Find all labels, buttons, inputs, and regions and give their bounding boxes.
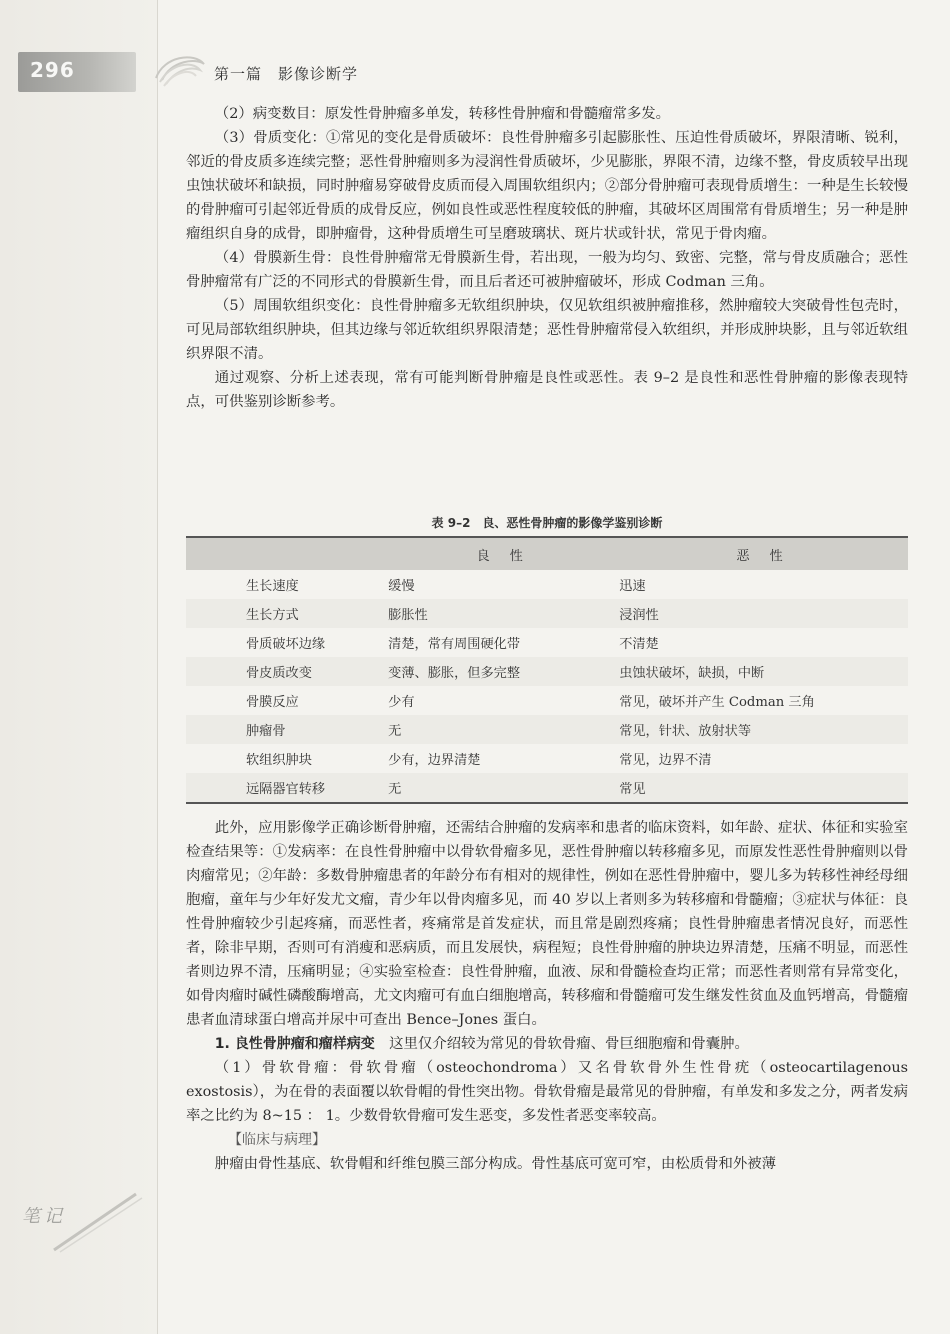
paragraph-soft-tissue: （5）周围软组织变化：良性骨肿瘤多无软组织肿块，仅见软组织被肿瘤推移，然肿瘤较大突破骨性包壳时，可见局部软组织肿块，但其边缘与邻近软组织界限清楚；恶性骨肿瘤常侵入软组织，并形成肿块影，且与邻近软组织界限不清。	[186, 298, 908, 362]
paragraph-osteochondroma: （1）骨软骨瘤：骨软骨瘤（osteochondroma）又名骨软骨外生性骨疣（osteocartilagenous exostosis），为在骨的表面覆以软骨帽的骨性突出物。骨软骨瘤是最常见的骨肿瘤，有单发和多发之分，两者发病率之比约为 8~15 ： 1。少数骨软骨瘤可发生恶变，多发性者恶变率较高。	[186, 1060, 908, 1124]
table-title: 表 9–2 良、恶性骨肿瘤的影像学鉴别诊断	[431, 516, 663, 530]
table-cell: 远隔器官转移	[186, 773, 388, 803]
left-margin	[0, 0, 158, 1334]
table-row	[186, 570, 908, 599]
swirl-logo-icon	[150, 48, 210, 92]
running-head	[214, 63, 358, 84]
table-cell: 缓慢	[388, 579, 415, 594]
paragraph-intro-table: 通过观察、分析上述表现，常有可能判断骨肿瘤是良性或恶性。表 9–2 是良性和恶性骨肿瘤的影像表现特点，可供鉴别诊断参考。	[186, 370, 908, 410]
table-cell: 迅速	[619, 579, 646, 594]
chapter-title: 影像诊断学	[278, 65, 359, 83]
table-cell: 变薄、膨胀，但多完整	[388, 657, 619, 686]
diagnosis-table	[186, 536, 908, 804]
table-row	[186, 773, 908, 803]
table-header-malignant: 恶 性	[619, 537, 908, 570]
margin-divider	[157, 0, 158, 1334]
table-cell: 无	[388, 773, 619, 803]
paragraph-tumor-structure: 肿瘤由骨性基底、软骨帽和纤维包膜三部分构成。骨性基底可宽可窄，由松质骨和外被薄	[214, 1156, 777, 1172]
table-cell: 生长方式	[186, 599, 388, 628]
pen-icon	[48, 1188, 148, 1258]
table-cell: 常见	[619, 773, 908, 803]
table-cell: 膨胀性	[388, 599, 619, 628]
table-cell: 少有，边界清楚	[388, 753, 481, 768]
table-cell: 骨皮质改变	[186, 657, 388, 686]
paragraph-clinical-context: 此外，应用影像学正确诊断骨肿瘤，还需结合肿瘤的发病率和患者的临床资料，如年龄、症状、体征和实验室检查结果等：①发病率：在良性骨肿瘤中以骨软骨瘤多见，恶性骨肿瘤以转移瘤多见，而原发性恶性骨肿瘤则以骨肉瘤常见；②年龄：多数骨肿瘤患者的年龄分布有相对的规律性，例如在恶性骨肿瘤中，婴儿多为转移性神经母细胞瘤，童年与少年好发尤文瘤，青少年以骨肉瘤多见，而 40 岁以上者则多为转移瘤和骨髓瘤；③症状与体征：良性骨肿瘤较少引起疼痛，而恶性者，疼痛常是首发症状，而且常是剧烈疼痛；良性骨肿瘤患者情况良好，而恶性者，除非早期，否则可有消瘦和恶病质，而且发展快，病程短；良性骨肿瘤的肿块边界清楚，压痛不明显，而恶性者则边界不清，压痛明显；④实验室检查：良性骨肿瘤，血液、尿和骨髓检查均正常；而恶性者则常有异常变化，如骨肉瘤时碱性磷酸酶增高，尤文肉瘤可有血白细胞增高，转移瘤和骨髓瘤可发生继发性贫血及血钙增高，骨髓瘤患者血清球蛋白增高并尿中可查出 Bence–Jones 蛋白。	[186, 820, 908, 1028]
clinical-pathology-heading: 【临床与病理】	[228, 1132, 326, 1148]
paragraph-bone-change: （3）骨质变化：①常见的变化是骨质破坏：良性骨肿瘤多引起膨胀性、压迫性骨质破坏，界限清晰、锐利，邻近的骨皮质多连续完整；恶性骨肿瘤则多为浸润性骨质破坏，少见膨胀，界限不清，边缘不整，骨皮质较早出现虫蚀状破坏和缺损，同时肿瘤易穿破骨皮质而侵入周围软组织内；②部分骨肿瘤可表现骨质增生：一种是生长较慢的骨肿瘤可引起邻近骨质的成骨反应，例如良性或恶性程度较低的肿瘤，其破坏区周围常有骨质增生；另一种是肿瘤组织自身的成骨，即肿瘤骨，这种骨质增生可呈磨玻璃状、斑片状或针状，常见于骨肉瘤。	[186, 130, 908, 242]
body-text-bottom	[186, 816, 908, 1176]
table-row	[186, 628, 908, 657]
table-cell: 浸润性	[619, 599, 908, 628]
table-row	[186, 657, 908, 686]
table-cell: 肿瘤骨	[186, 715, 388, 744]
table-cell: 常见，破坏并产生 Codman 三角	[619, 695, 815, 710]
paragraph-periosteal: （4）骨膜新生骨：良性骨肿瘤常无骨膜新生骨，若出现，一般为均匀、致密、完整，常与骨皮质融合；恶性骨肿瘤常有广泛的不同形式的骨膜新生骨，而且后者还可被肿瘤破坏，形成 Codman 三角。	[186, 250, 908, 290]
table-cell: 少有	[388, 695, 415, 710]
table-header-benign: 良 性	[388, 537, 619, 570]
table-header-row	[186, 537, 908, 570]
table-row	[186, 599, 908, 628]
section-heading-text: 这里仅介绍较为常见的骨软骨瘤、骨巨细胞瘤和骨囊肿。	[389, 1036, 749, 1052]
table-cell: 无	[388, 715, 619, 744]
table-cell: 常见，针状、放射状等	[619, 715, 908, 744]
notes-label: 笔记	[22, 1206, 66, 1227]
table-row	[186, 744, 908, 773]
table-row	[186, 686, 908, 715]
section-heading-title: 1. 良性骨肿瘤和瘤样病变	[214, 1036, 375, 1052]
table-row	[186, 715, 908, 744]
part-label: 第一篇	[214, 65, 263, 83]
table-cell: 不清楚	[619, 637, 659, 652]
table-cell: 骨质破坏边缘	[246, 637, 326, 652]
table-cell: 常见，边界不清	[619, 753, 712, 768]
section-heading-benign	[186, 1032, 908, 1056]
page-number: 296	[30, 58, 75, 82]
paragraph-lesion-count: （2）病变数目：原发性骨肿瘤多单发，转移性骨肿瘤和骨髓瘤常多发。	[214, 106, 671, 122]
table-cell: 软组织肿块	[246, 753, 312, 768]
body-text-top	[186, 102, 908, 414]
table-cell: 虫蚀状破坏，缺损，中断	[619, 657, 908, 686]
table-cell: 清楚，常有周围硬化带	[388, 637, 521, 652]
table-cell: 骨膜反应	[246, 695, 299, 710]
table-cell: 生长速度	[246, 579, 299, 594]
table-header-cell	[186, 537, 388, 570]
